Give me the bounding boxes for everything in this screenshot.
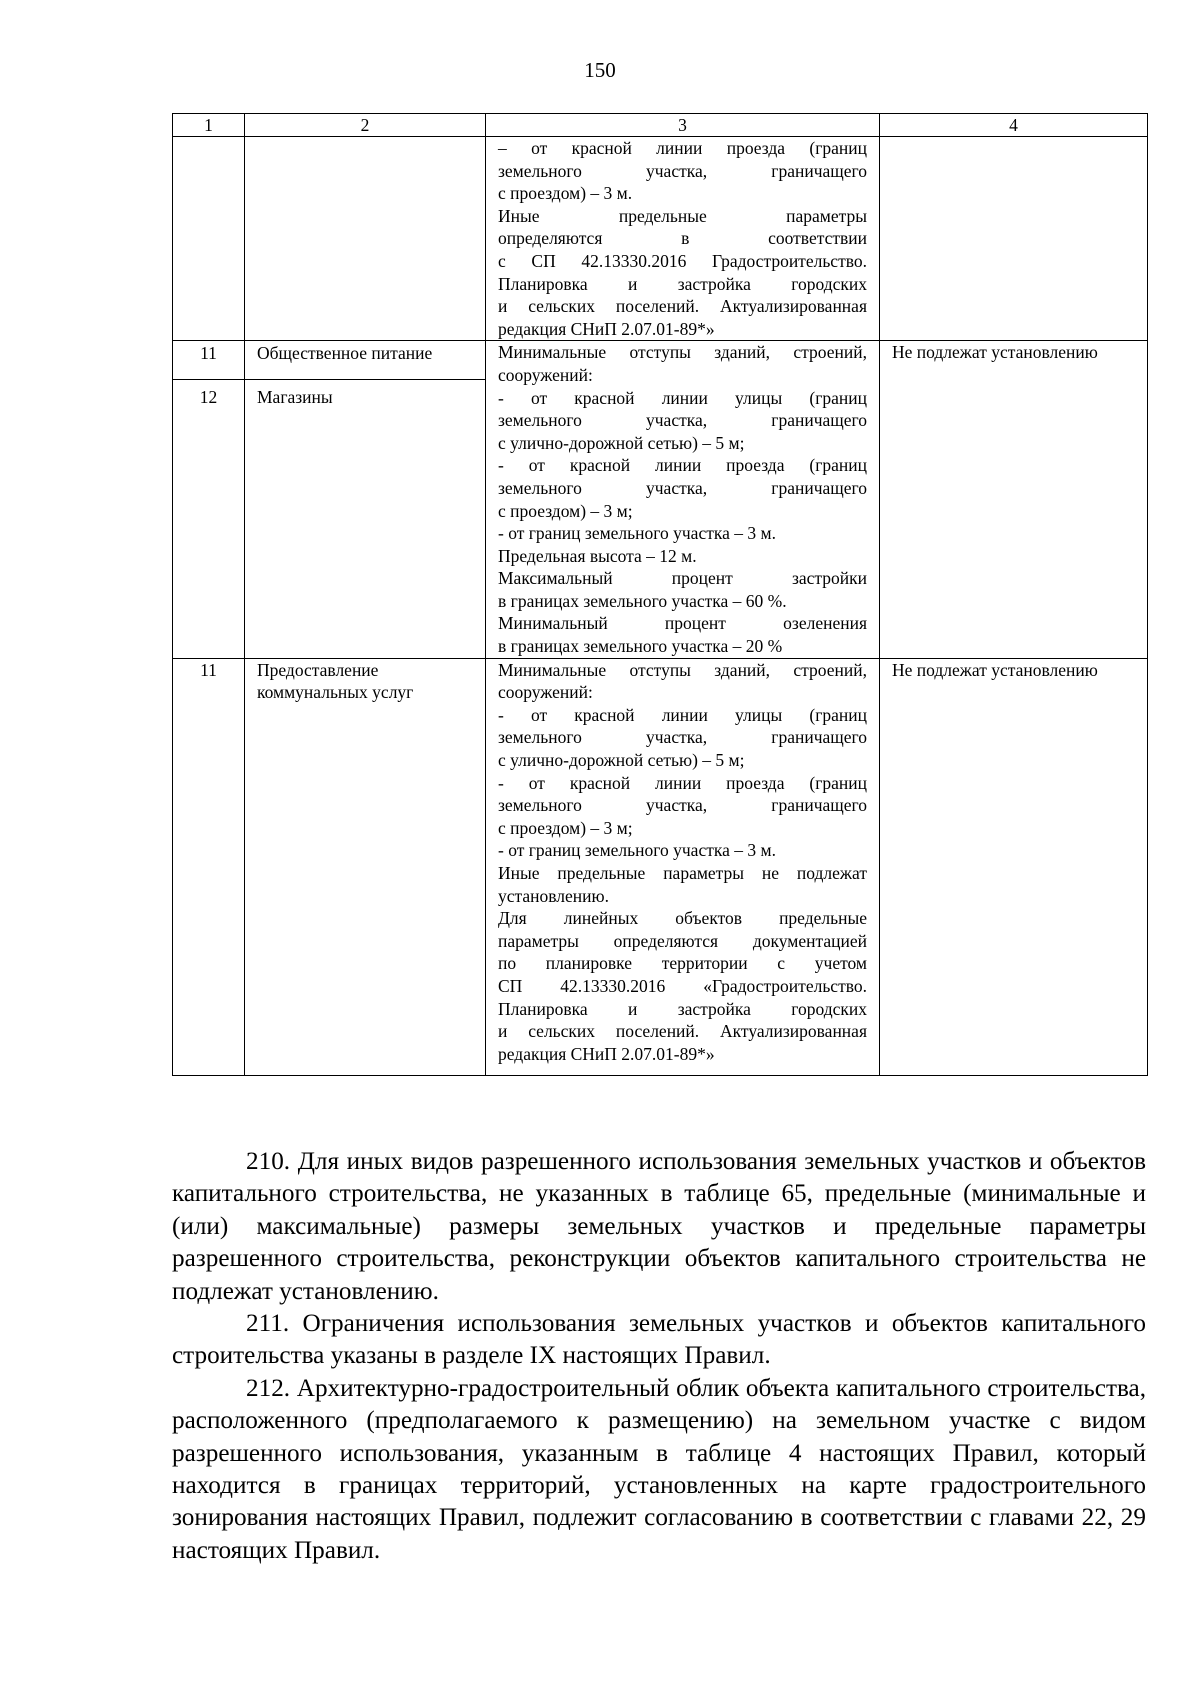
table-row: [173, 658, 1148, 1076]
row-number-b: 12: [199, 386, 218, 407]
parameters-line: Максимальный процент застройки: [498, 568, 867, 589]
use-type-cell: [245, 137, 486, 341]
restrictions-cell: Не подлежат установлению: [880, 658, 1148, 1076]
parameters-line: земельного участка, граничащего: [498, 727, 867, 748]
paragraph-text: Ограничения использования земельных участков и объектов капитального строительства указаны в разделе IX настоящих Правил.: [172, 1310, 1147, 1370]
parameters-line: параметры определяются документацией: [498, 930, 867, 951]
paragraph-number: 210.: [246, 1148, 291, 1175]
parameters-line: Иные предельные параметры: [498, 205, 867, 226]
paragraph-210: [172, 1146, 1146, 1308]
row-number-cell: [173, 341, 245, 658]
parameters-line: сооружений:: [498, 364, 593, 385]
parameters-line: редакция СНиП 2.07.01-89*»: [498, 318, 715, 339]
paragraph-text: Для иных видов разрешенного использования земельных участков и объектов капитального строительства, не указанных в таблице 65, предельные (минимальные и (или) максимальные) размеры земельных участков и предельные параметры разрешенного строительства, реконструкции объектов капитального строительства не подлежат установлению.: [172, 1148, 1146, 1305]
parameters-line: земельного участка, граничащего: [498, 477, 867, 498]
paragraph-number: 212.: [246, 1374, 291, 1402]
parameters-line: определяются в соответствии: [498, 228, 867, 249]
parameters-line: - от красной линии улицы (границ: [498, 387, 867, 408]
parameters-line: редакция СНиП 2.07.01-89*»: [498, 1043, 715, 1064]
paragraph-number: 211.: [246, 1310, 290, 1338]
parameters-line: Минимальный процент озеленения: [498, 613, 867, 634]
parameters-line: земельного участка, граничащего: [498, 795, 867, 816]
body-text: [172, 1146, 1146, 1567]
parameters-line: - от красной линии улицы (границ: [498, 704, 867, 725]
parameters-line: Предельная высота – 12 м.: [498, 545, 697, 566]
use-type-a: Общественное питание: [257, 343, 433, 364]
parameters-line: с проездом) – 3 м;: [498, 817, 633, 838]
parameters-line: с СП 42.13330.2016 Градостроительство.: [498, 250, 867, 271]
parameters-line: Планировка и застройка городских: [498, 998, 867, 1019]
use-type-cell: [245, 341, 486, 658]
parameters-line: - от красной линии проезда (границ: [498, 455, 867, 476]
parameters-line: и сельских поселений. Актуализированная: [498, 296, 867, 317]
parameters-cell: [486, 137, 880, 341]
parameters-line: - от границ земельного участка – 3 м.: [498, 523, 776, 544]
header-cell: 3: [486, 114, 880, 137]
page-number: 150: [584, 58, 616, 82]
restrictions-cell: [880, 137, 1148, 341]
parameters-line: с улично-дорожной сетью) – 5 м;: [498, 750, 745, 771]
table-header-row: [173, 114, 1148, 137]
parameters-line: по планировке территории с учетом: [498, 953, 867, 974]
parameters-line: в границах земельного участка – 20 %: [498, 636, 783, 657]
parameters-line: земельного участка, граничащего: [498, 410, 867, 431]
paragraph-211: [172, 1308, 1146, 1373]
table-row: [173, 341, 1148, 658]
parameters-line: Минимальные отступы зданий, строений,: [498, 659, 867, 680]
header-cell: 2: [245, 114, 486, 137]
parameters-line: Планировка и застройка городских: [498, 273, 867, 294]
parameters-line: Иные предельные параметры не подлежат: [498, 863, 867, 883]
parameters-line: с проездом) – 3 м;: [498, 500, 633, 521]
header-cell: 1: [173, 114, 245, 137]
parameters-line: – от красной линии проезда (границ: [498, 138, 867, 158]
use-type-b: Магазины: [257, 386, 333, 407]
use-type-line: коммунальных услуг: [257, 682, 414, 703]
parameters-cell: [486, 341, 880, 658]
table-row: [173, 137, 1148, 341]
regulations-table: [172, 113, 1148, 1076]
parameters-line: установлению.: [498, 885, 609, 906]
parameters-line: сооружений:: [498, 682, 593, 703]
use-type-cell: [245, 658, 486, 1076]
parameters-line: Для линейных объектов предельные: [498, 908, 867, 929]
parameters-line: Минимальные отступы зданий, строений,: [498, 342, 867, 363]
header-cell: 4: [880, 114, 1148, 137]
parameters-line: - от красной линии проезда (границ: [498, 772, 867, 793]
restrictions-cell: Не подлежат установлению: [880, 341, 1148, 658]
parameters-cell: [486, 658, 880, 1076]
parameters-line: и сельских поселений. Актуализированная: [498, 1021, 867, 1042]
row-number-a: 11: [200, 343, 217, 364]
parameters-line: в границах земельного участка – 60 %.: [498, 590, 787, 611]
parameters-line: с улично-дорожной сетью) – 5 м;: [498, 432, 745, 453]
row-number-cell: 11: [173, 658, 245, 1076]
parameters-line: с проездом) – 3 м.: [498, 183, 633, 204]
use-type-line: Предоставление: [257, 659, 379, 680]
row-number-cell: [173, 137, 245, 341]
parameters-line: - от границ земельного участка – 3 м.: [498, 840, 776, 861]
paragraph-212: [172, 1373, 1146, 1567]
paragraph-text: Архитектурно-градостроительный облик объекта капитального строительства, расположенного (предполагаемого к размещению) на земельном участке с видом разрешенного использования, указанным в таблице 4 настоящих Правил, который находится в границах территорий, установленных на карте градостроительного зонирования настоящих Правил, подлежит согласованию в соответствии с главами 22, 29 настоящих Правил.: [172, 1374, 1147, 1564]
parameters-line: земельного участка, граничащего: [498, 160, 867, 181]
parameters-line: СП 42.13330.2016 «Градостроительство.: [498, 975, 867, 996]
